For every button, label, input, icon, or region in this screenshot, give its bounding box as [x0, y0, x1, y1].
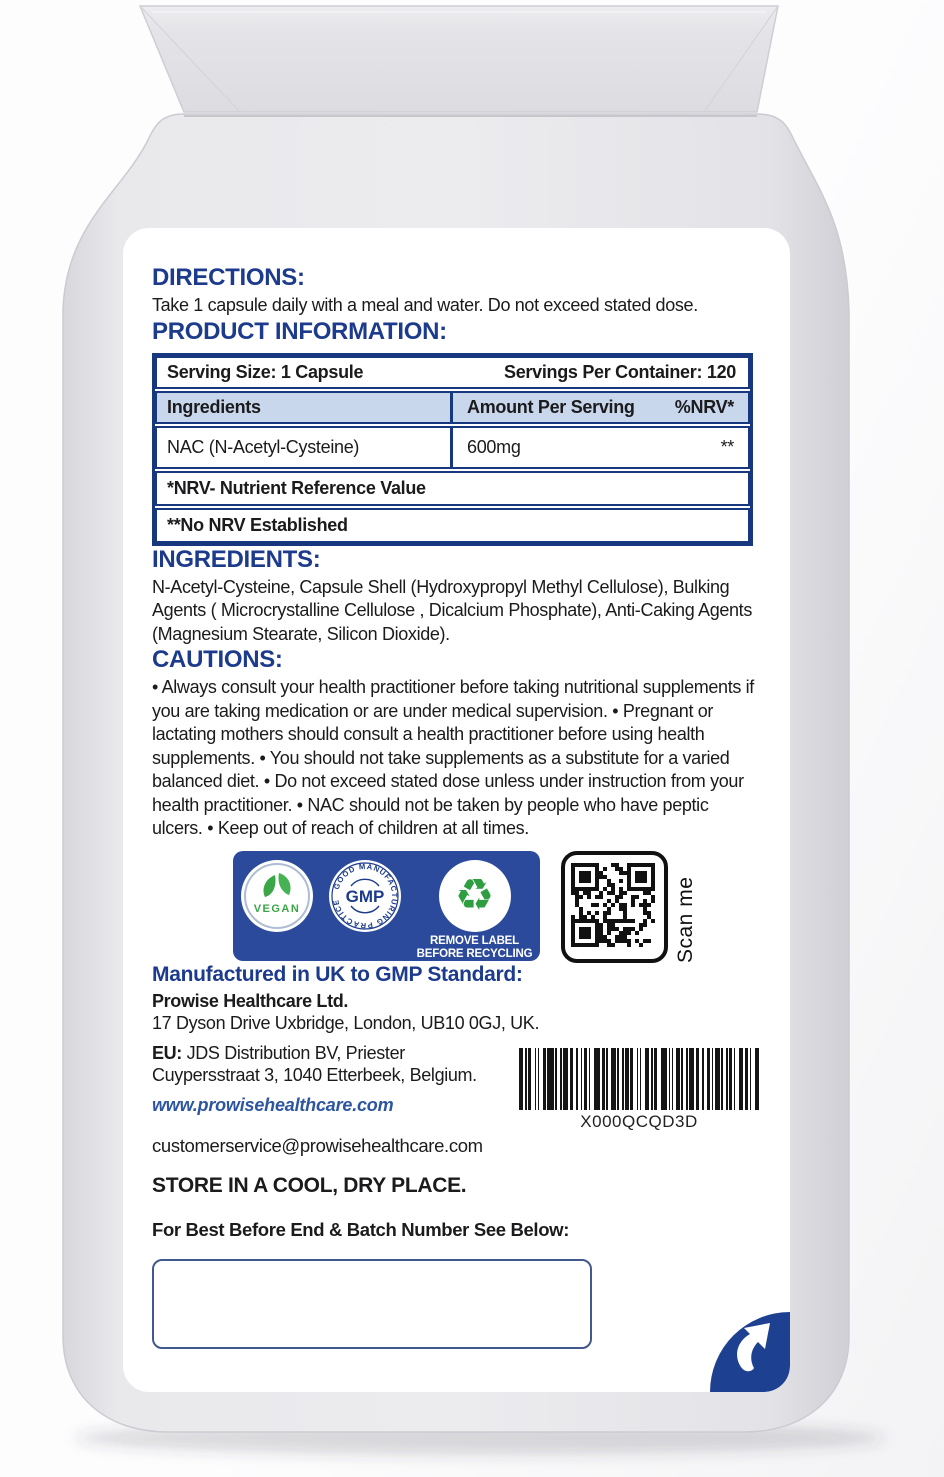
- col-nrv: %NRV*: [674, 396, 734, 417]
- recycle-note-line2: BEFORE RECYCLING: [416, 947, 533, 960]
- table-header-row: [155, 391, 750, 424]
- gmp-badge-label: GMP: [345, 886, 385, 906]
- col-ingredients: Ingredients: [167, 396, 261, 417]
- gmp-badge-icon: [329, 860, 401, 932]
- website-link: www.prowisehealthcare.com: [152, 1094, 394, 1115]
- eu-label: EU:: [152, 1042, 182, 1063]
- directions-heading: DIRECTIONS:: [152, 264, 305, 291]
- product-information-table: [152, 353, 753, 546]
- serving-size: Serving Size: 1 Capsule: [167, 361, 364, 382]
- servings-per-container: Servings Per Container: 120: [504, 361, 736, 382]
- col-amount: Amount Per Serving: [467, 396, 635, 417]
- manufactured-heading: Manufactured in UK to GMP Standard:: [152, 962, 523, 986]
- eu-line2: Cuypersstraat 3, 1040 Etterbeek, Belgium.: [152, 1064, 477, 1085]
- distribution-row: [152, 1042, 763, 1158]
- product-information-heading: PRODUCT INFORMATION:: [152, 317, 447, 345]
- table-footnote: **No NRV Established: [155, 508, 750, 543]
- gmp-ring-text: GOOD MANUFACTURING PRACTICE: [330, 861, 399, 930]
- batch-number-box: [152, 1259, 592, 1349]
- company-address: 17 Dyson Drive Uxbridge, London, UB10 0GJ, UK.: [152, 1012, 540, 1033]
- email-address: customerservice@prowisehealthcare.com: [152, 1134, 483, 1156]
- barcode-bars: [519, 1048, 760, 1110]
- badges-row: [152, 851, 763, 963]
- qr-caption: Scan me: [674, 876, 697, 963]
- bottle-cap: [140, 6, 778, 112]
- recycle-badge-icon: [439, 860, 511, 932]
- vegan-badge-icon: [241, 860, 313, 932]
- ingredients-text: N-Acetyl-Cysteine, Capsule Shell (Hydroxypropyl Methyl Cellulose), Bulking Agents ( Microcrystalline Cellulose , Dicalcium Phosphate), Anti-Caking Agents (Magnesium Stearate, Silicon Dioxide).: [152, 576, 752, 644]
- prowise-logo-icon: [710, 1312, 790, 1392]
- barcode: [515, 1048, 763, 1158]
- directions-text: Take 1 capsule daily with a meal and water. Do not exceed stated dose.: [152, 295, 698, 315]
- table-footnote: *NRV- Nutrient Reference Value: [155, 471, 750, 506]
- vegan-badge-label: VEGAN: [253, 902, 300, 915]
- table-row: [155, 426, 750, 469]
- ingredient-name: NAC (N-Acetyl-Cysteine): [167, 436, 360, 457]
- qr-code: [561, 851, 668, 963]
- cautions-text: • Always consult your health practitioner before taking nutritional supplements if you are taking medication or are under medical supervision. • Pregnant or lactating mothers should consult a health practitioner before using health supplements. • You should not take supplements as a substitute for a varied balanced diet. • Do not exceed stated dose unless under instruction from your health practitioner. • NAC should not be taken by people who have peptic ulcers. • Keep out of reach of children at all times.: [152, 677, 754, 838]
- recycle-note-line1: REMOVE LABEL: [430, 934, 519, 947]
- recycling-symbol-icon: ♻: [454, 870, 495, 920]
- storage-instruction: STORE IN A COOL, DRY PLACE.: [152, 1173, 467, 1197]
- ingredient-nrv: **: [720, 436, 734, 457]
- product-label: [123, 228, 790, 1392]
- cautions-heading: CAUTIONS:: [152, 646, 283, 673]
- serving-row: [155, 356, 750, 389]
- eu-line1: JDS Distribution BV, Priester: [181, 1042, 405, 1063]
- eu-distribution-block: [152, 1042, 483, 1158]
- batch-note: For Best Before End & Batch Number See Below:: [152, 1218, 570, 1240]
- ingredient-amount: 600mg: [467, 436, 521, 457]
- company-name: Prowise Healthcare Ltd.: [152, 990, 349, 1011]
- barcode-number: X000QCQD3D: [580, 1111, 698, 1131]
- ingredients-heading: INGREDIENTS:: [152, 545, 321, 573]
- certification-panel: [233, 851, 540, 961]
